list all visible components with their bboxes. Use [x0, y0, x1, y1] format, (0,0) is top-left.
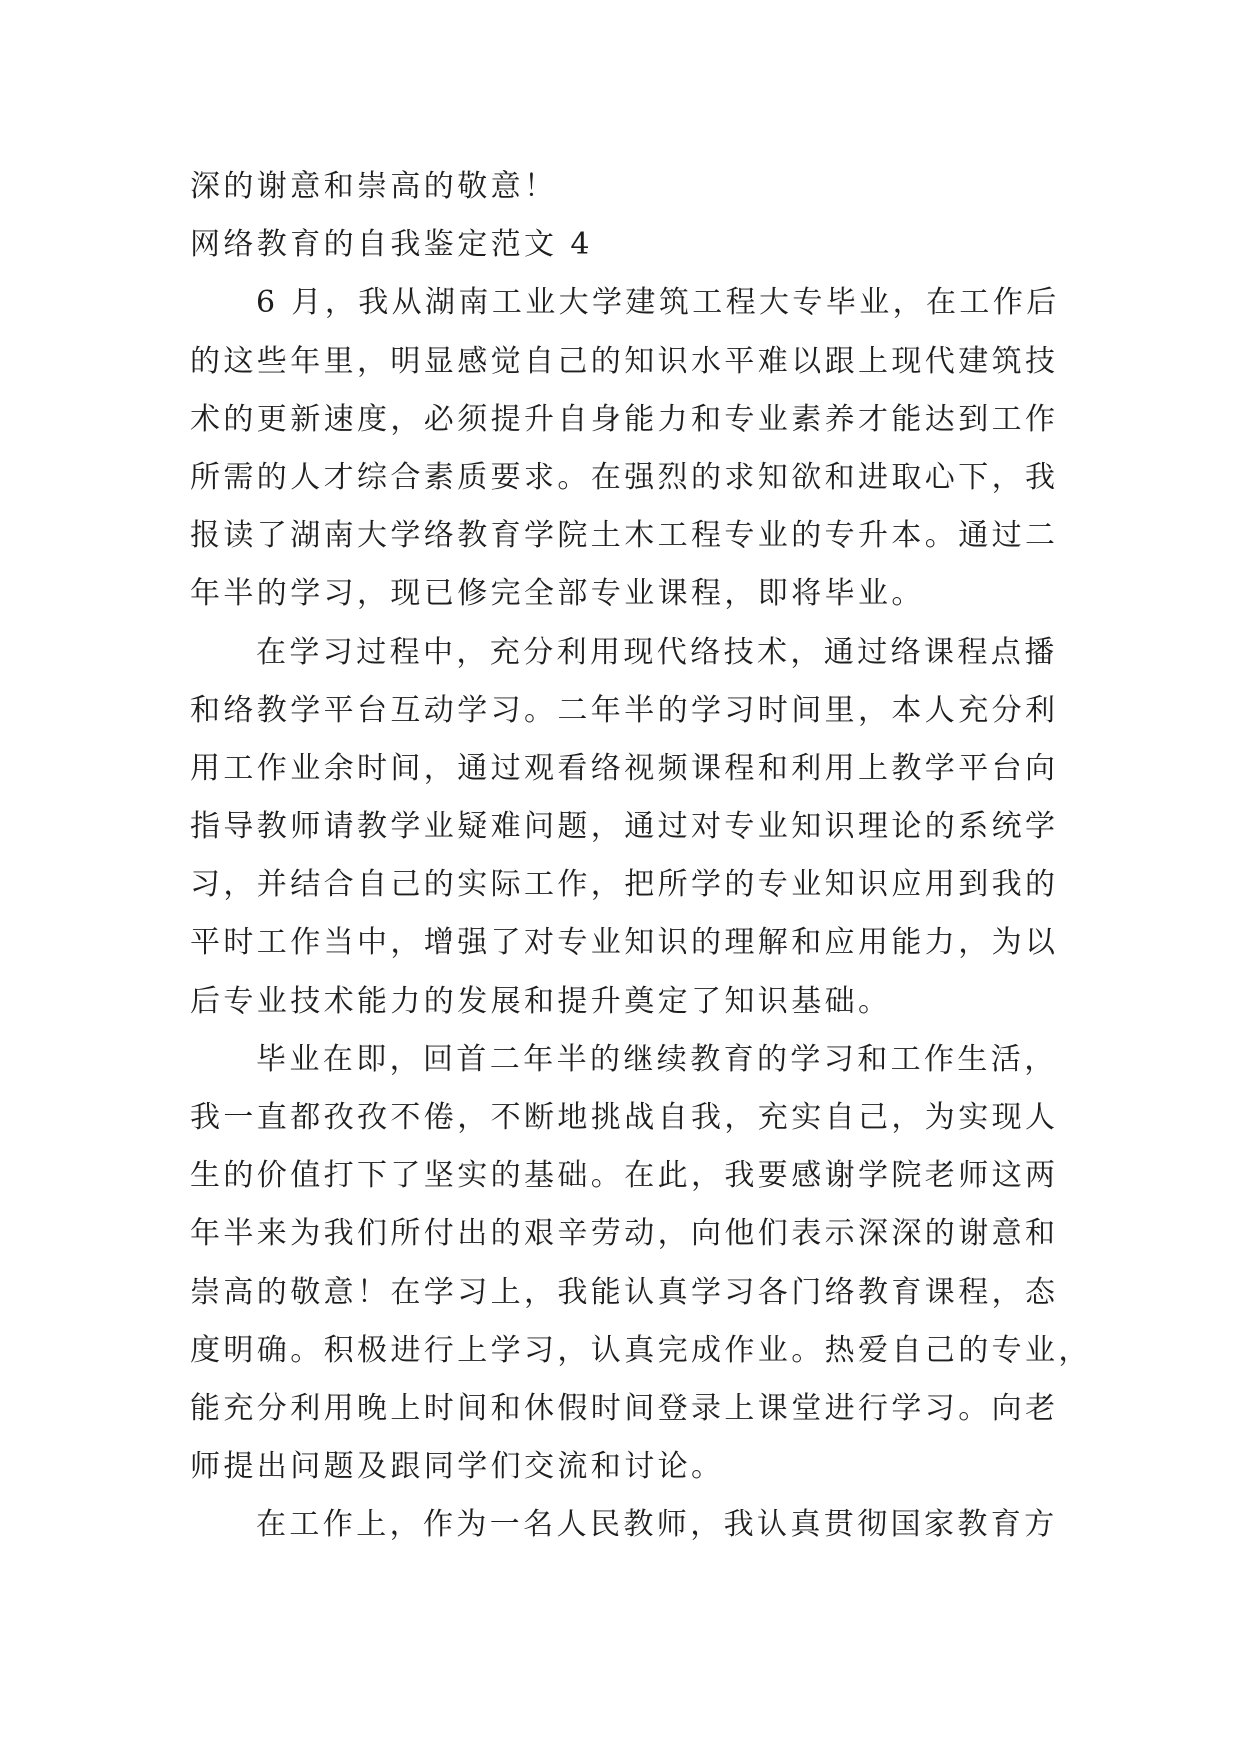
paragraph-line: 术的更新速度，必须提升自身能力和专业素养才能达到工作 [190, 401, 1059, 437]
paragraph-3 [190, 1031, 1092, 1497]
paragraph-line: 后专业技术能力的发展和提升奠定了知识基础。 [190, 983, 892, 1019]
paragraph-line: 师提出问题及跟同学们交流和讨论。 [190, 1449, 725, 1485]
section-title: 网络教育的自我鉴定范文 4 [190, 227, 593, 263]
paragraph-4 [190, 1496, 1058, 1554]
paragraph-line: 所需的人才综合素质要求。在强烈的求知欲和进取心下，我 [190, 459, 1059, 495]
paragraph-line: 生的价值打下了坚实的基础。在此，我要感谢学院老师这两 [190, 1158, 1059, 1194]
paragraph-line: 报读了湖南大学络教育学院土木工程专业的专升本。通过二 [190, 518, 1059, 554]
paragraph-line: 年半来为我们所付出的艰辛劳动，向他们表示深深的谢意和 [190, 1216, 1059, 1252]
continuation-line: 深的谢意和崇高的敬意！ [190, 169, 558, 204]
paragraph-line: 在学习过程中，充分利用现代络技术，通过络课程点播 [256, 634, 1058, 670]
paragraph-line: 用工作业余时间，通过观看络视频课程和利用上教学平台向 [190, 750, 1059, 786]
paragraph-line: 平时工作当中，增强了对专业知识的理解和应用能力，为以 [190, 925, 1059, 961]
paragraph-line: 毕业在即，回首二年半的继续教育的学习和工作生活， [256, 1041, 1058, 1077]
paragraph-line: 能充分利用晚上时间和休假时间登录上课堂进行学习。向老 [190, 1390, 1059, 1426]
paragraph-line: 在工作上，作为一名人民教师，我认真贯彻国家教育方 [256, 1507, 1058, 1543]
paragraph-line: 度明确。积极进行上学习，认真完成作业。热爱自己的专业， [190, 1332, 1092, 1368]
paragraph-line: 年半的学习，现已修完全部专业课程，即将毕业。 [190, 576, 925, 612]
paragraph-1 [190, 274, 1060, 623]
paragraph-line: 我一直都孜孜不倦，不断地挑战自我，充实自己，为实现人 [190, 1100, 1059, 1135]
paragraph-2 [190, 624, 1059, 1031]
paragraph-line: 的这些年里，明显感觉自己的知识水平难以跟上现代建筑技 [190, 343, 1059, 379]
paragraph-line: 指导教师请教学业疑难问题，通过对专业知识理论的系统学 [190, 809, 1059, 845]
paragraph-line: 习，并结合自己的实际工作，把所学的专业知识应用到我的 [190, 867, 1059, 903]
paragraph-line: 6 月，我从湖南工业大学建筑工程大专毕业，在工作后 [256, 285, 1060, 321]
paragraph-line: 崇高的敬意！在学习上，我能认真学习各门络教育课程，态 [190, 1274, 1059, 1310]
paragraph-line: 和络教学平台互动学习。二年半的学习时间里，本人充分利 [190, 692, 1059, 728]
document-body [190, 158, 1092, 1555]
